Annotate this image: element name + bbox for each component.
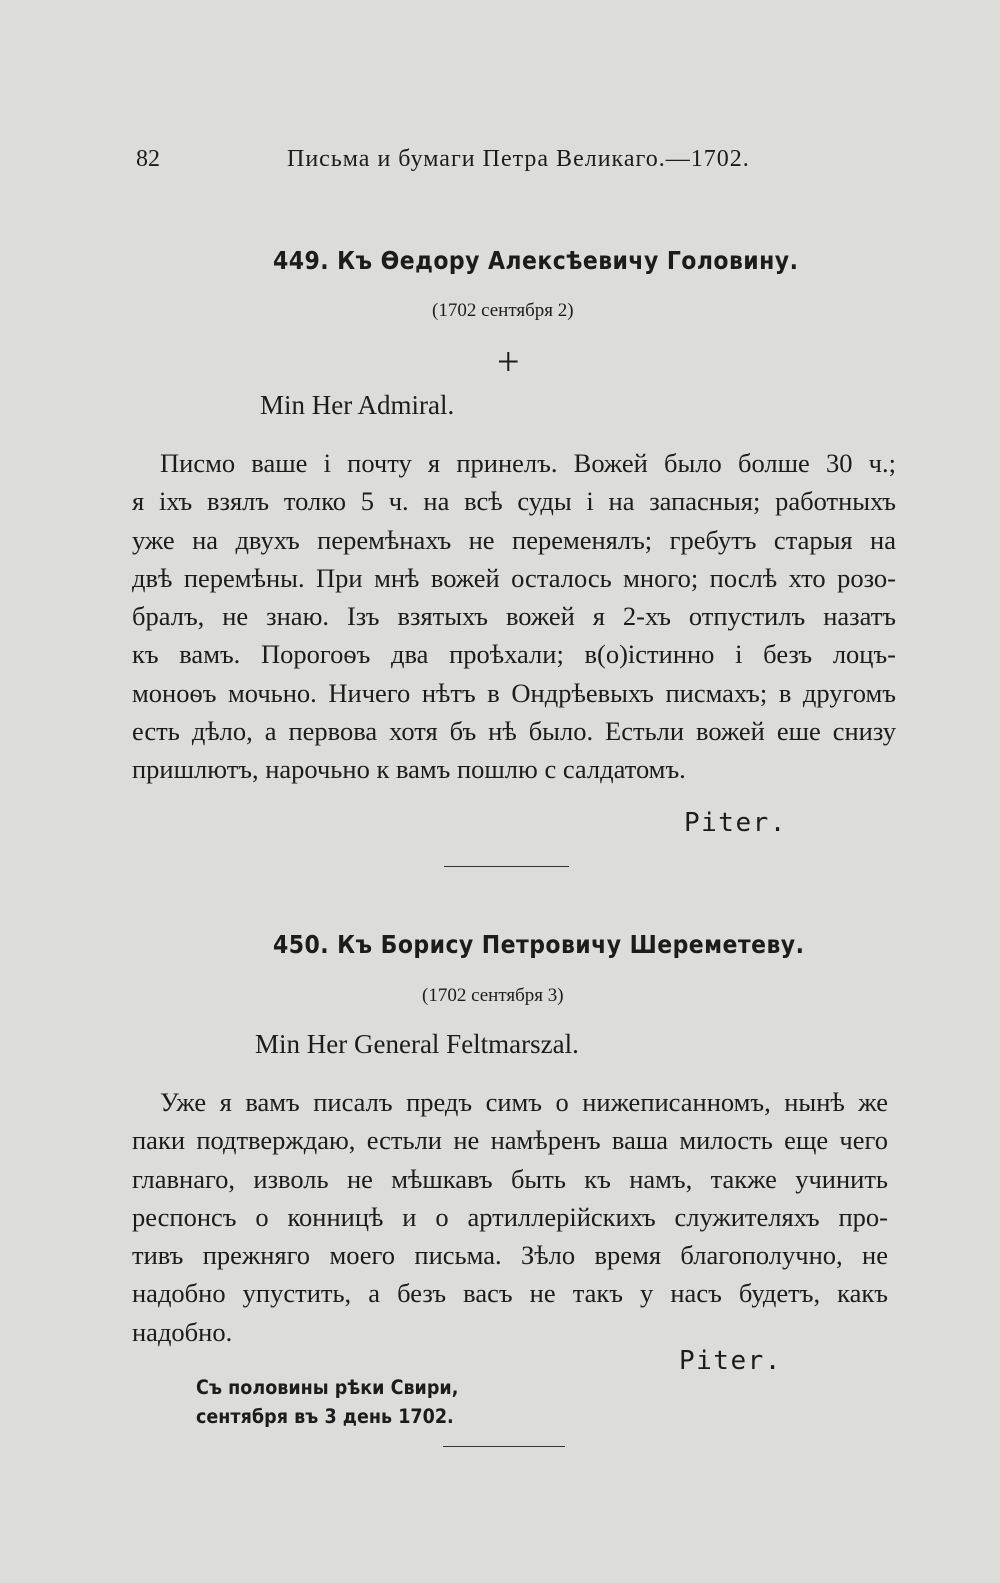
section-divider: [444, 866, 569, 867]
letter-449-salutation: Min Her Admiral.: [260, 390, 455, 420]
letter-450-salutation: Min Her General Feltmarszal.: [255, 1029, 579, 1059]
body-line: двѣ перемѣны. При мнѣ вожей осталось много; послѣ хто розо-: [132, 562, 896, 593]
body-line: уже на двухъ перемѣнахъ не переменялъ; гребутъ старыя на: [132, 524, 896, 555]
letter-450-date: (1702 сентября 3): [422, 985, 564, 1006]
body-line: надобно упустить, а безъ васъ не такъ у насъ будетъ, какъ: [132, 1278, 888, 1309]
letter-449-date: (1702 сентября 2): [432, 300, 574, 321]
body-line: надобно.: [132, 1316, 233, 1347]
body-line: Писмо ваше і почту я принелъ. Вожей было болше 30 ч.;: [160, 448, 896, 478]
body-line: респонсъ о конницѣ и о артиллерійскихъ служителяхъ про-: [132, 1201, 888, 1232]
body-line: есть дѣло, а первова хотя бъ нѣ было. Естьли вожей еше снизу: [132, 716, 896, 747]
body-line: тивъ прежняго моего письма. Зѣло время благополучно, не: [132, 1240, 888, 1271]
letter-450-body: [132, 1083, 888, 1351]
letter-449-body: [132, 444, 896, 789]
running-title: Письма и бумаги Петра Великаго.—1702.: [287, 146, 750, 172]
body-line: Уже я вамъ писалъ предъ симъ о нижеписанномъ, нынѣ же: [160, 1087, 888, 1117]
place-line-2: сентября въ 3 день 1702.: [196, 1405, 454, 1428]
place-line-1: Съ половины рѣки Свири,: [196, 1376, 459, 1399]
body-line: моноѳъ мочьно. Ничего нѣтъ в Ондрѣевыхъ писмахъ; в другомъ: [132, 677, 896, 708]
letter-450-heading: 450. Къ Борису Петровичу Шереметеву.: [273, 930, 805, 959]
letter-449-signature: Piter.: [684, 808, 787, 838]
letter-449-heading: 449. Къ Өедору Алексѣевичу Головину.: [273, 246, 799, 275]
letter-450-signature: Piter.: [679, 1346, 782, 1376]
body-line: главнаго, изволь не мѣшкавъ быть къ намъ, также учинить: [132, 1163, 888, 1194]
end-divider: [443, 1446, 565, 1447]
body-line: я іхъ взялъ толко 5 ч. на всѣ суды і на запасныя; работныхъ: [132, 486, 896, 517]
body-line: бралъ, не знаю. Ізъ взятыхъ вожей я 2-хъ отпустилъ назатъ: [132, 601, 896, 632]
cross-symbol: +: [497, 339, 520, 384]
page-number: 82: [136, 146, 160, 172]
body-line: къ вамъ. Порогоѳъ два проѣхали; в(о)істинно і безъ лоцъ-: [132, 639, 896, 670]
body-line: паки подтверждаю, естьли не намѣренъ ваша милость еще чего: [132, 1125, 888, 1156]
body-line: пришлютъ, нарочьно к вамъ пошлю с салдатомъ.: [132, 754, 686, 785]
